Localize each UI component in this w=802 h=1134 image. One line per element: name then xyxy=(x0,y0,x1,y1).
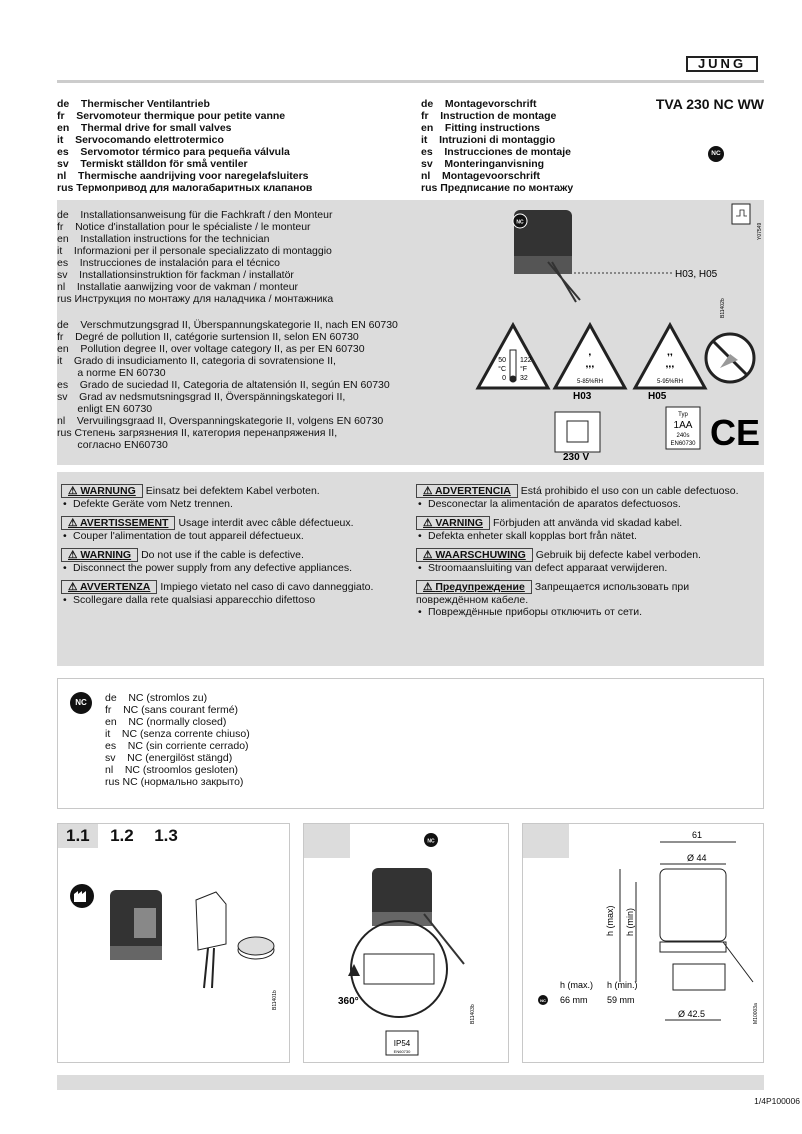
warning-label: ⚠ Предупреждение xyxy=(416,580,532,594)
h-min-label: h (min) xyxy=(625,907,635,936)
step-1-illustration xyxy=(58,860,289,1060)
h-min-value: 59 mm xyxy=(607,995,635,1005)
temp-f: °F xyxy=(520,366,528,373)
humidity-triangle-h03 xyxy=(555,325,625,388)
title-line: rus Предписание по монтажу xyxy=(421,182,574,194)
temp-32: 32 xyxy=(520,375,528,382)
actuator-outline xyxy=(660,869,753,990)
nc-badge-header: NC xyxy=(708,146,724,162)
warning-block: ⚠ AVERTISSEMENT Usage interdit avec câble défectueux. • Couper l'alimentation de tout appareil défectueux. xyxy=(61,516,401,542)
rh-85: 5-85%RH xyxy=(576,379,604,385)
nc-line: nl NC (stroomlos gesloten) xyxy=(105,764,239,776)
h-max-col: h (max.) xyxy=(560,980,594,990)
pollution-line: it Grado di insudiciamento II, categoria di sovratensione II, xyxy=(57,355,336,367)
h-min-col: h (min.) xyxy=(607,980,638,990)
1aa-label: 1AA xyxy=(673,420,693,431)
title-line: es Instrucciones de montaje xyxy=(421,146,571,158)
nc-line: it NC (senza corrente chiuso) xyxy=(105,728,250,740)
diameter-42-5: Ø 42.5 xyxy=(678,1009,706,1019)
svg-text:❜: ❜ xyxy=(588,352,592,362)
no-cleaning-icon xyxy=(706,334,754,382)
svg-text:❜❜❜: ❜❜❜ xyxy=(585,364,595,374)
temp-c: °C xyxy=(498,366,506,373)
title-line: it Servocomando elettrotermico xyxy=(57,134,224,146)
title-line: sv Monteringanvisning xyxy=(421,158,545,170)
warning-block: ⚠ VARNING Förbjuden att använda vid skadad kabel. • Defekta enheter skall kopplas bort från nätet. xyxy=(416,516,756,542)
install-line: rus Инструкция по монтажу для наладчика / монтажника xyxy=(57,293,334,305)
warning-label: ⚠ WARNING xyxy=(61,548,138,562)
ip54-label: IP54 xyxy=(393,1039,411,1048)
rh-95: 5-95%RH xyxy=(656,379,684,385)
nc-line: en NC (normally closed) xyxy=(105,716,227,728)
svg-text:❜❜: ❜❜ xyxy=(667,352,673,362)
install-line: fr Notice d'installation pour le spécialiste / le monteur xyxy=(57,221,311,233)
install-line: de Installationsanweisung für die Fachkraft / den Monteur xyxy=(57,209,333,221)
en60730-label: EN60730 xyxy=(670,441,696,447)
warning-block: ⚠ WARNING Do not use if the cable is defective. • Disconnect the power supply from any defective appliances. xyxy=(61,548,401,574)
step-1-1: 1.1 xyxy=(58,824,98,848)
title-line: fr Servomoteur thermique pour petite vanne xyxy=(57,110,286,122)
code-m10003a: M10003a xyxy=(753,1003,759,1024)
warning-label: ⚠ ADVERTENCIA xyxy=(416,484,518,498)
code-b11403b: B11403b xyxy=(470,1004,476,1024)
title-line: es Servomotor térmico para pequeña válvula xyxy=(57,146,290,158)
titles-right xyxy=(421,98,573,194)
title-line: nl Thermische aandrijving voor naregelafsluiters xyxy=(57,170,309,182)
install-line: es Instrucciones de instalación para el técnico xyxy=(57,257,280,269)
warning-label: ⚠ AVVERTENZA xyxy=(61,580,157,594)
svg-text:❜❜❜: ❜❜❜ xyxy=(665,364,675,374)
pollution-line: nl Vervuilingsgraad II, Overspanningskategorie II, volgens EN 60730 xyxy=(57,415,384,427)
nc-badge-large: NC xyxy=(70,692,92,714)
title-line: de Thermischer Ventilantrieb xyxy=(57,98,210,110)
title-line: rus Термопривод для малогабаритных клапанов xyxy=(57,182,313,194)
temp-50: 50 xyxy=(498,357,506,364)
diameter-44: Ø 44 xyxy=(687,853,707,863)
warning-block: ⚠ WARNUNG Einsatz bei defektem Kabel verboten. • Defekte Geräte vom Netz trennen. xyxy=(61,484,401,510)
title-line: nl Montagevoorschrift xyxy=(421,170,541,182)
title-line: de Montagevorschrift xyxy=(421,98,537,110)
jung-logo: JUNG xyxy=(686,56,758,72)
h05-label: H05 xyxy=(648,391,667,402)
warning-block: ⚠ Предупреждение Запрещается использовать при повреждённом кабеле. • Повреждённые приборы отключить от сети. xyxy=(416,580,756,618)
nc-line: sv NC (energilöst stängd) xyxy=(105,752,233,764)
code-b11401b: B11401b xyxy=(272,990,278,1010)
protection-class-box xyxy=(555,412,600,463)
warning-label: ⚠ VARNING xyxy=(416,516,490,530)
title-line: it Intruzioni di montaggio xyxy=(421,134,556,146)
pollution-line: a norme EN 60730 xyxy=(57,367,166,379)
step-numbers xyxy=(58,824,186,848)
nc-line: fr NC (sans courant fermé) xyxy=(105,704,239,716)
nc-text xyxy=(105,692,250,788)
pollution-line: sv Grad av nedsmutsningsgrad II, Överspänningskategori II, xyxy=(57,391,346,403)
nc-line: de NC (stromlos zu) xyxy=(105,692,208,704)
nc-badge: NC xyxy=(516,219,524,226)
product-title: TVA 230 NC WW xyxy=(655,96,764,112)
adapter-drawing xyxy=(196,892,226,988)
step-1-2: 1.2 xyxy=(110,826,134,845)
footer-bar xyxy=(57,1075,764,1090)
dimensions-drawing xyxy=(523,824,763,1062)
pollution-line: rus Степень загрязнения II, категория перенапряжения II, xyxy=(57,427,338,439)
actuator-image xyxy=(513,210,580,302)
title-line: sv Termiskt ställdon för små ventiler xyxy=(57,158,248,170)
code-b11402b: B11402b xyxy=(720,298,726,318)
humidity-triangle-h05 xyxy=(635,325,705,388)
voltage-label: 230 V xyxy=(563,452,590,463)
time-switch-symbol xyxy=(732,204,763,240)
pollution-line: es Grado de suciedad II, Categoria de altatensión II, según EN 60730 xyxy=(57,379,390,391)
pollution-text xyxy=(57,319,398,451)
nc-line: rus NC (нормально закрыто) xyxy=(105,776,244,788)
temp-122: 122 xyxy=(520,357,532,364)
warning-block: ⚠ ADVERTENCIA Está prohibido el uso con un cable defectuoso. • Desconectar la alimentación de aparatos defectuosos. xyxy=(416,484,756,510)
ring-drawing xyxy=(238,937,274,959)
nc-badge: NC xyxy=(427,838,435,845)
warning-block: ⚠ AVVERTENZA Impiego vietato nel caso di cavo danneggiato. • Scollegare dalla rete qualsiasi apparecchio difettoso xyxy=(61,580,401,606)
warnings-left xyxy=(61,484,401,612)
h-max-label: h (max) xyxy=(605,905,615,936)
header-rule xyxy=(57,80,764,83)
temperature-triangle xyxy=(478,325,548,388)
ip-en60730: EN60730 xyxy=(393,1049,411,1054)
h-label: H03, H05 xyxy=(675,269,718,280)
pollution-line: en Pollution degree II, over voltage category II, as per EN 60730 xyxy=(57,343,365,355)
actuator-on-valve xyxy=(351,868,464,1017)
pollution-line: согласно EN60730 xyxy=(57,439,168,451)
install-text xyxy=(57,209,333,305)
step-1-3: 1.3 xyxy=(154,826,178,845)
code-y07549: Y07549 xyxy=(757,222,763,240)
pollution-line: fr Degré de pollution II, catégorie surtension II, selon EN 60730 xyxy=(57,331,359,343)
warning-block: ⚠ WAARSCHUWING Gebruik bij defecte kabel verboden. • Stroomaansluiting van defect apparaat verwijderen. xyxy=(416,548,756,574)
symbols-panel xyxy=(470,200,764,465)
factory-icon xyxy=(70,884,94,908)
title-line: fr Instruction de montage xyxy=(421,110,557,122)
install-line: nl Installatie aanwijzing voor de vakman / monteur xyxy=(57,281,299,293)
warning-label: ⚠ AVERTISSEMENT xyxy=(61,516,175,530)
ce-mark: CE xyxy=(710,412,761,453)
footer-code: 1/4P100006 xyxy=(754,1096,800,1106)
rotation-label: 360° xyxy=(338,996,359,1007)
240s-label: 240s xyxy=(676,433,690,439)
install-line: sv Installationsinstruktion för fackman / installatör xyxy=(57,269,294,281)
pollution-line: enligt EN 60730 xyxy=(57,403,153,415)
pollution-line: de Verschmutzungsgrad II, Überspannungskategorie II, nach EN 60730 xyxy=(57,319,398,331)
rotate-arrow-icon xyxy=(348,964,360,976)
install-line: it Informazioni per il personale specializzato di montaggio xyxy=(57,245,332,257)
actuator-drawing xyxy=(110,890,162,960)
warning-label: ⚠ WAARSCHUWING xyxy=(416,548,533,562)
temp-0: 0 xyxy=(502,375,506,382)
install-line: en Installation instructions for the technician xyxy=(57,233,270,245)
step-2-illustration xyxy=(304,824,508,1062)
width-61: 61 xyxy=(691,830,703,840)
warning-label: ⚠ WARNUNG xyxy=(61,484,143,498)
warnings-right xyxy=(416,484,756,624)
title-line: en Fitting instructions xyxy=(421,122,540,134)
typ-label: Typ xyxy=(678,412,688,418)
titles-left xyxy=(57,98,312,194)
nc-badge: NC xyxy=(540,998,546,1003)
title-line: en Thermal drive for small valves xyxy=(57,122,232,134)
nc-line: es NC (sin corriente cerrado) xyxy=(105,740,249,752)
h-max-value: 66 mm xyxy=(560,995,588,1005)
h03-label: H03 xyxy=(573,391,592,402)
type-box xyxy=(666,407,700,449)
